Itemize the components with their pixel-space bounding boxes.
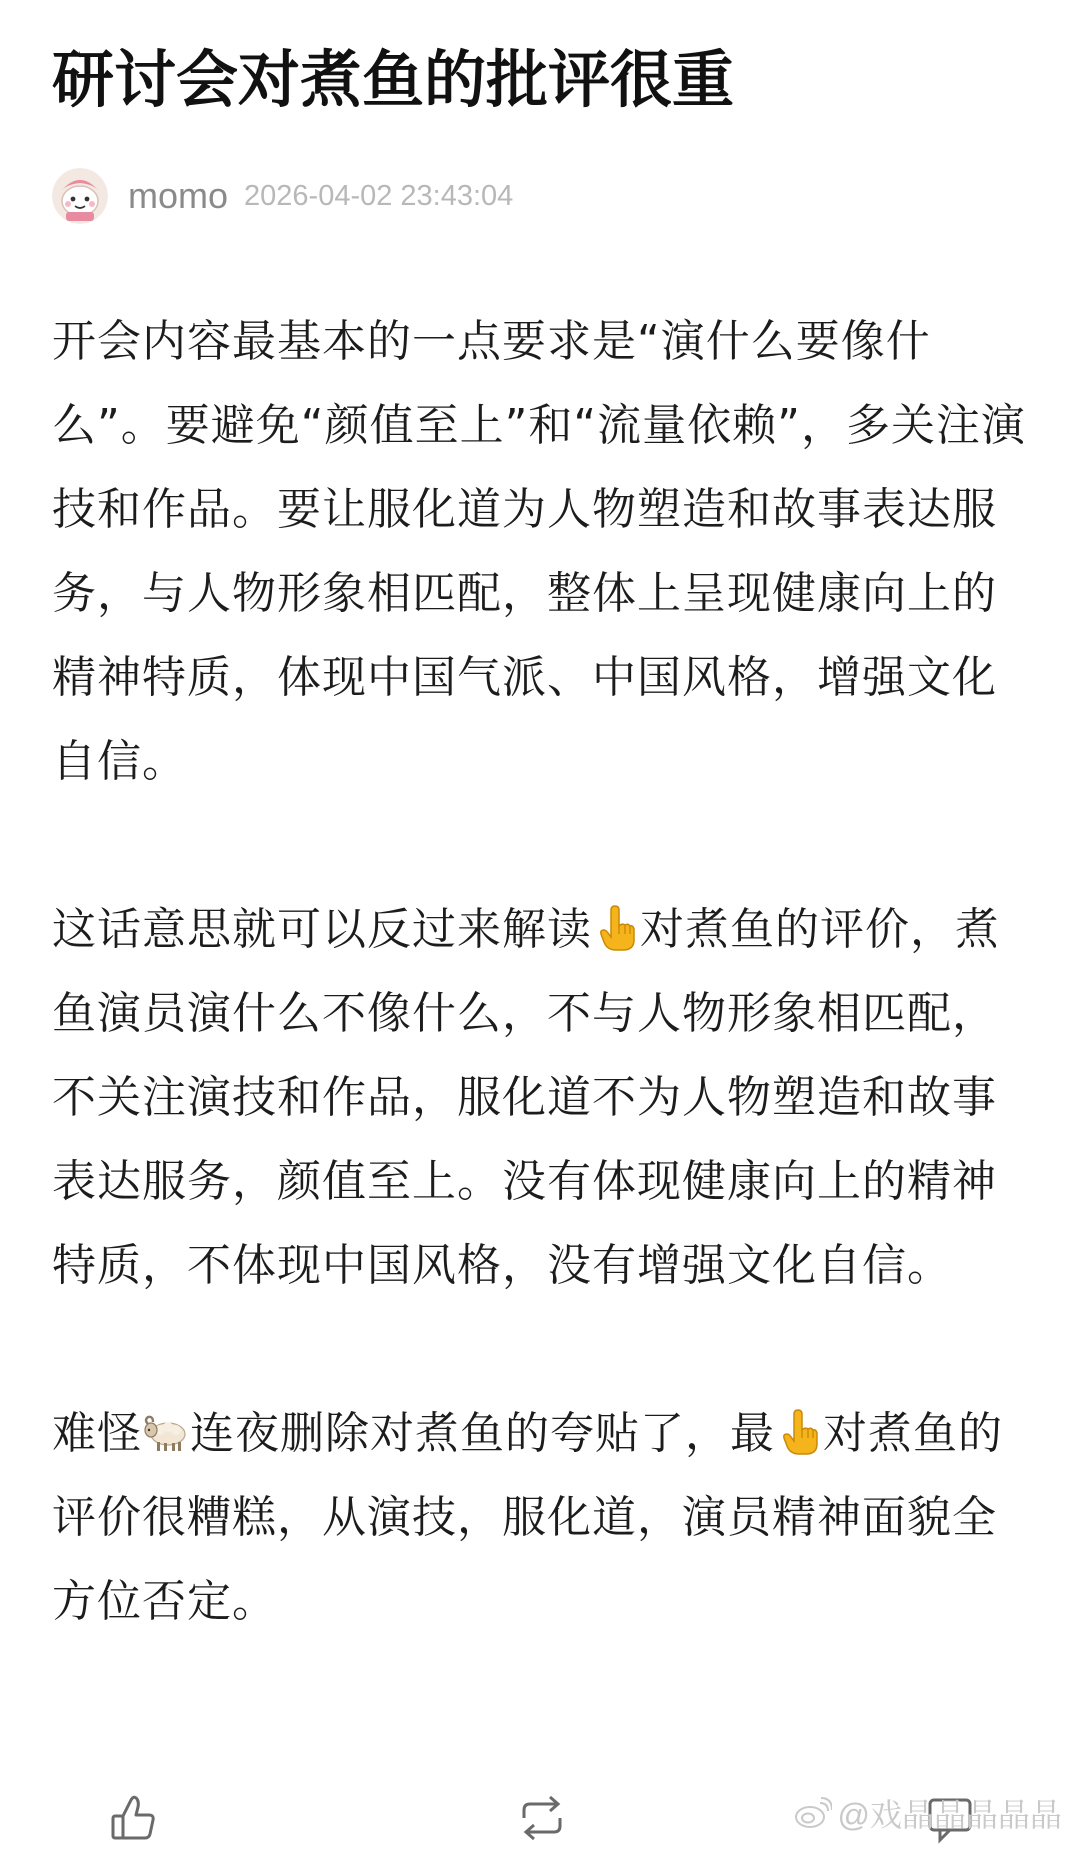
pointing-up-emoji [775, 1408, 823, 1456]
watermark [794, 1790, 1063, 1836]
avatar[interactable] [52, 168, 108, 224]
paragraph-2-part-1: 这话意思就可以反过来解读 [52, 904, 592, 955]
paragraph-1: 开会内容最基本的一点要求是“演什么要像什么”。要避免“颜值至上”和“流量依赖”，多关注演技和作品。要让服化道为人物塑造和故事表达服务，与人物形象相匹配，整体上呈现健康向上的精神特质，体现中国气派、中国风格，增强文化自信。 [52, 316, 1026, 787]
like-button[interactable] [105, 1788, 165, 1848]
post-meta [52, 166, 513, 226]
paragraph-3 [52, 1392, 1037, 1644]
thumbs-up-icon [105, 1788, 165, 1848]
weibo-logo-icon [794, 1797, 832, 1829]
watermark-text: @戏晶晶晶晶晶 [837, 1797, 1062, 1833]
repost-button[interactable] [512, 1788, 572, 1848]
avatar-image [52, 168, 108, 224]
paragraph-3-part-3: 对煮鱼的评价很糟糕，从演技，服化道，演员精神面貌全方位否定。 [52, 1408, 1003, 1627]
post-timestamp: 2026-04-02 23:43:04 [244, 179, 514, 212]
paragraph-2 [52, 888, 1037, 1308]
author-name[interactable]: momo [128, 175, 229, 216]
paragraph-3-part-1: 难怪 [52, 1408, 142, 1459]
ram-emoji [142, 1408, 190, 1456]
paragraph-3-part-2: 连夜删除对煮鱼的夸贴了，最 [190, 1408, 775, 1459]
pointing-up-emoji [592, 904, 640, 952]
post-body [52, 300, 1037, 1644]
repost-icon [512, 1788, 572, 1848]
paragraph-2-part-2: 对煮鱼的评价，煮鱼演员演什么不像什么，不与人物形象相匹配，不关注演技和作品，服化道不为人物塑造和故事表达服务，颜值至上。没有体现健康向上的精神特质，不体现中国风格，没有增强文化自信。 [52, 904, 1000, 1291]
post-title: 研讨会对煮鱼的批评很重 [52, 43, 735, 116]
